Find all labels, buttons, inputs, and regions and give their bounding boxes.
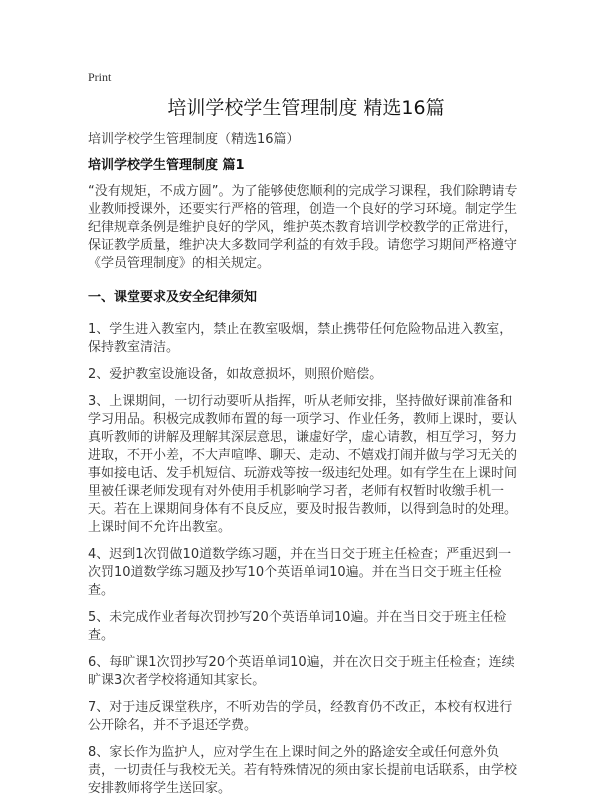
document-title: 培训学校学生管理制度 精选16篇 <box>167 97 445 119</box>
rule-item: 4、迟到1次罚做10道数学练习题，并在当日交于班主任检查；严重迟到一次罚10道数学练习题及抄写10个英语单词10遍。并在当日交于班主任检查。 <box>88 547 512 598</box>
document-page <box>88 70 524 807</box>
rule-item: 1、学生进入教室内，禁止在教室吸烟，禁止携带任何危险物品进入教室，保持教室清洁。 <box>88 322 513 355</box>
intro-paragraph: “没有规矩，不成方圆”。为了能够使您顺利的完成学习课程，我们除聘请专业教师授课外，还要实行严格的管理，创造一个良好的学习环境。制定学生纪律规章条例是维护良好的学风，维护英杰教育培训学校教学的正常进行，保证教学质量，维护决大多数同学利益的有效手段。请您学习期间严格遵守《学员管理制度》的相关规定。 <box>88 184 518 271</box>
rule-item: 2、爱护教室设施设备，如故意损坏，则照价赔偿。 <box>88 367 383 382</box>
article-heading: 培训学校学生管理制度 篇1 <box>88 158 245 173</box>
rule-item: 6、每旷课1次罚抄写20个英语单词10遍，并在次日交于班主任检查；连续旷课3次者学校将通知其家长。 <box>88 655 515 688</box>
print-label[interactable]: Print <box>88 70 112 84</box>
section-heading: 一、课堂要求及安全纪律须知 <box>88 290 258 305</box>
rule-item: 8、家长作为监护人，应对学生在上课时间之外的路途安全或任何意外负责，一切责任与我校无关。若有特殊情况的须由家长提前电话联系，由学校安排教师将学生送回家。 <box>88 745 518 796</box>
rule-item: 3、上课期间，一切行动要听从指挥，听从老师安排，坚持做好课前准备和学习用品。积极完成教师布置的每一项学习、作业任务，教师上课时，要认真听教师的讲解及理解其深层意思，谦虚好学，虚心请教，相互学习，努力进取，不开小差，不大声喧哗、聊天、走动、不嬉戏打闹并做与学习无关的事如接电话、发手机短信、玩游戏等按一级违纪处理。如有学生在上课时间里被任课老师发现有对外使用手机影响学习者，老师有权暂时收缴手机一天。若在上课期间身体有不良反应，要及时报告教师，以得到急时的处理。上课时间不允许出教室。 <box>88 394 518 535</box>
rule-item: 5、未完成作业者每次罚抄写20个英语单词10遍。并在当日交于班主任检查。 <box>88 610 507 643</box>
document-subtitle: 培训学校学生管理制度（精选16篇） <box>88 132 300 147</box>
rule-item: 7、对于违反课堂秩序，不听劝告的学员，经教育仍不改正，本校有权进行公开除名，并不予退还学费。 <box>88 700 513 733</box>
